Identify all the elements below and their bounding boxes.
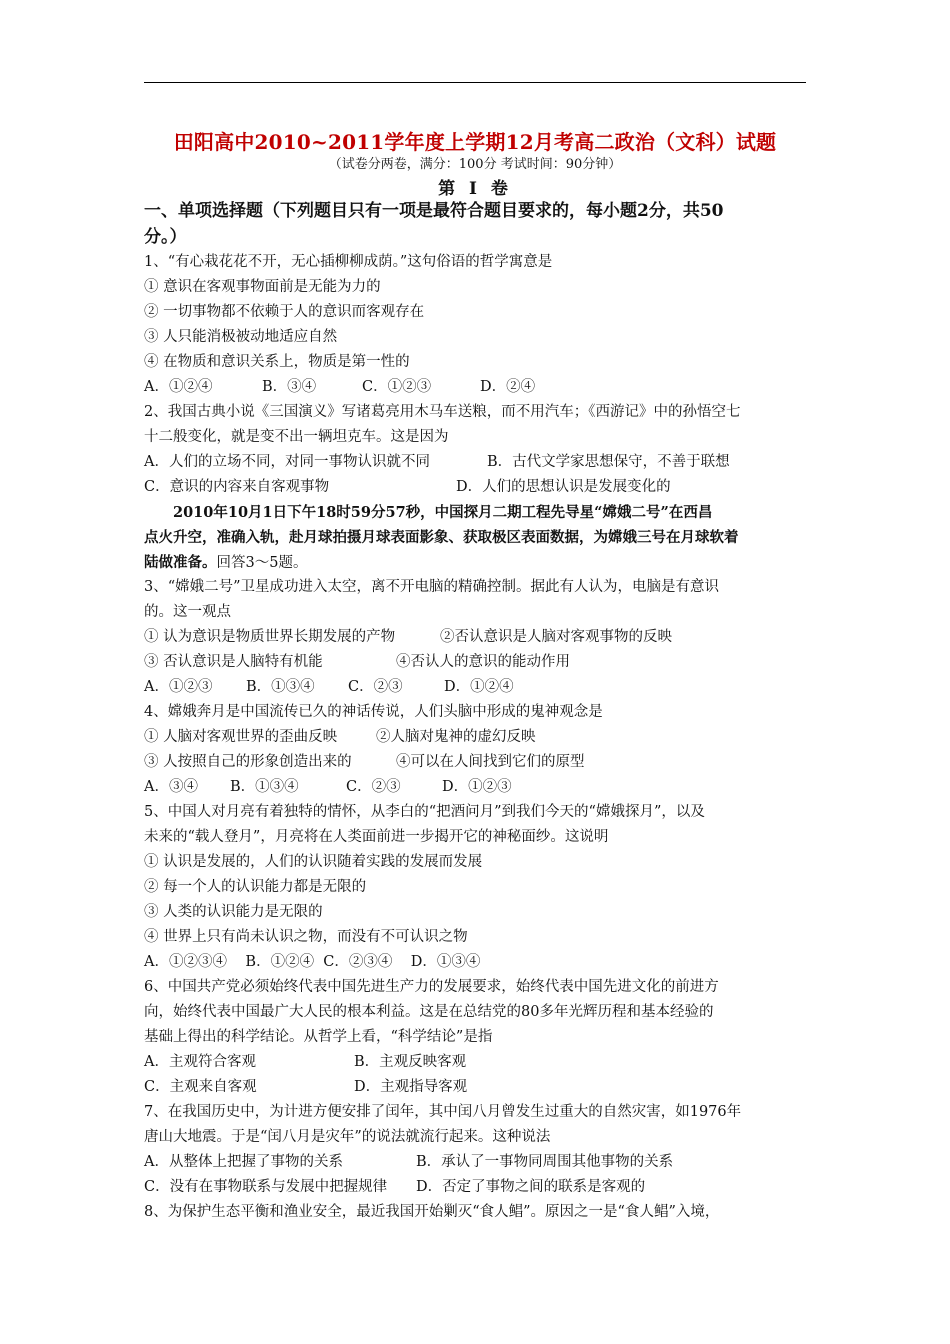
- choice-b: B．①③④: [246, 679, 315, 695]
- choice-b: B．承认了一事物同周围其他事物的关系: [416, 1154, 674, 1170]
- choice-b: B．主观反映客观: [354, 1054, 467, 1070]
- question-4-options: [144, 750, 812, 775]
- question-7-stem: 7、在我国历史中，为计进方便安排了闰年，其中闰八月曾发生过重大的自然灾害，如1976年: [144, 1104, 742, 1120]
- material-text: 2010年10月1日下午18时59分57秒，中国探月二期工程先导星“嫦娥二号”在西昌: [173, 504, 713, 521]
- part-heading: 第 I 卷: [438, 179, 512, 199]
- header-rule: [144, 82, 806, 83]
- choice-b: B．古代文学家思想保守，不善于联想: [487, 454, 730, 470]
- choice-d: D．人们的思想认识是发展变化的: [456, 479, 671, 495]
- choice-a: A．从整体上把握了事物的关系: [144, 1154, 343, 1170]
- exam-subtitle: （试卷分两卷，满分：100分 考试时间：90分钟）: [328, 157, 622, 172]
- choice-c: C．②③: [346, 779, 401, 795]
- question-2-stem: 十二般变化，就是变不出一辆坦克车。这是因为: [144, 429, 449, 445]
- question-2-choices: [144, 450, 812, 475]
- option: ③ 否认意识是人脑特有机能: [144, 654, 323, 670]
- section-heading-cont: 分。）: [144, 227, 187, 247]
- option: ① 认为意识是物质世界长期发展的产物: [144, 629, 396, 645]
- choice-d: D．主观指导客观: [354, 1079, 468, 1095]
- question-5-option: ③ 人类的认识能力是无限的: [144, 904, 323, 920]
- question-1-option: ② 一切事物都不依赖于人的意识而客观存在: [144, 304, 425, 320]
- question-7-choices: [144, 1150, 812, 1175]
- choice-a: A．人们的立场不同，对同一事物认识就不同: [144, 454, 430, 470]
- choice-a: A．③④: [144, 779, 198, 795]
- question-7-choices: [144, 1175, 812, 1200]
- material-text: [144, 550, 812, 575]
- choice-d: D．②④: [480, 379, 536, 395]
- question-5-choices: A．①②③④ B．①②④ C．②③④ D．①③④: [144, 954, 481, 970]
- choice-b: B．①③④: [230, 779, 299, 795]
- choice-a: A．主观符合客观: [144, 1054, 256, 1070]
- question-6-stem: 向，始终代表中国最广大人民的根本利益。这是在总结党的80多年光辉历程和基本经验的: [144, 1004, 714, 1020]
- option: ②否认意识是人脑对客观事物的反映: [440, 629, 672, 645]
- choice-a: A．①②③: [144, 679, 213, 695]
- question-1-option: ③ 人只能消极被动地适应自然: [144, 329, 338, 345]
- question-3-options: [144, 650, 812, 675]
- question-3-choices: [144, 675, 812, 700]
- option: ②人脑对鬼神的虚幻反映: [376, 729, 536, 745]
- option: ④可以在人间找到它们的原型: [396, 754, 585, 770]
- question-6-choices: [144, 1075, 812, 1100]
- question-6-stem: 基础上得出的科学结论。从哲学上看，“科学结论”是指: [144, 1029, 493, 1045]
- material-text: 点火升空，准确入轨，赴月球拍摄月球表面影象、获取极区表面数据，为嫦娥三号在月球软着: [144, 529, 739, 546]
- choice-a: A．①②④: [144, 379, 213, 395]
- question-5-stem: 5、中国人对月亮有着独特的情怀，从李白的“把酒问月”到我们今天的“嫦娥探月”，以及: [144, 804, 705, 820]
- question-1-option: ① 意识在客观事物面前是无能为力的: [144, 279, 381, 295]
- choice-d: D．①②③: [442, 779, 512, 795]
- option: ③ 人按照自己的形象创造出来的: [144, 754, 352, 770]
- question-2-choices: [144, 475, 812, 500]
- question-2-stem: 2、我国古典小说《三国演义》写诸葛亮用木马车送粮，而不用汽车；《西游记》中的孙悟空七: [144, 404, 741, 420]
- material-instruction: 回答3～5题。: [216, 555, 308, 571]
- choice-d: D．否定了事物之间的联系是客观的: [416, 1179, 646, 1195]
- question-5-stem: 未来的“载人登月”，月亮将在人类面前进一步揭开它的神秘面纱。这说明: [144, 829, 609, 845]
- choice-c: C．意识的内容来自客观事物: [144, 479, 330, 495]
- material-bold: 陆做准备。: [144, 554, 217, 571]
- choice-b: B．③④: [262, 379, 317, 395]
- question-7-stem: 唐山大地震。于是“闰八月是灾年”的说法就流行起来。这种说法: [144, 1129, 551, 1145]
- question-1-stem: 1、“有心栽花花不开，无心插柳柳成荫。”这句俗语的哲学寓意是: [144, 254, 553, 270]
- question-8-stem: 8、为保护生态平衡和渔业安全，最近我国开始剿灭“食人鲳”。原因之一是“食人鲳”入境，: [144, 1204, 720, 1220]
- question-6-choices: [144, 1050, 812, 1075]
- option: ① 人脑对客观世界的歪曲反映: [144, 729, 338, 745]
- question-4-choices: [144, 775, 812, 800]
- choice-c: C．②③: [348, 679, 403, 695]
- question-1-choices: [144, 375, 812, 400]
- question-3-stem: 的。这一观点: [144, 604, 231, 620]
- choice-c: C．没有在事物联系与发展中把握规律: [144, 1179, 388, 1195]
- question-5-option: ① 认识是发展的，人们的认识随着实践的发展而发展: [144, 854, 483, 870]
- question-1-option: ④ 在物质和意识关系上，物质是第一性的: [144, 354, 410, 370]
- exam-content: [144, 198, 812, 1225]
- question-3-stem: 3、“嫦娥二号”卫星成功进入太空，离不开电脑的精确控制。据此有人认为，电脑是有意识: [144, 579, 720, 595]
- question-4-options: [144, 725, 812, 750]
- exam-title: 田阳高中2010~2011学年度上学期12月考高二政治（文科）试题: [173, 130, 777, 154]
- question-5-option: ② 每一个人的认识能力都是无限的: [144, 879, 367, 895]
- option: ④否认人的意识的能动作用: [396, 654, 570, 670]
- question-3-options: [144, 625, 812, 650]
- choice-c: C．①②③: [362, 379, 432, 395]
- choice-d: D．①②④: [444, 679, 514, 695]
- section-heading: 一、单项选择题（下列题目只有一项是最符合题目要求的，每小题2分，共50: [144, 201, 724, 221]
- question-5-option: ④ 世界上只有尚未认识之物，而没有不可认识之物: [144, 929, 468, 945]
- question-6-stem: 6、中国共产党必须始终代表中国先进生产力的发展要求，始终代表中国先进文化的前进方: [144, 979, 719, 995]
- choice-c: C．主观来自客观: [144, 1079, 257, 1095]
- question-4-stem: 4、嫦娥奔月是中国流传已久的神话传说，人们头脑中形成的鬼神观念是: [144, 704, 603, 720]
